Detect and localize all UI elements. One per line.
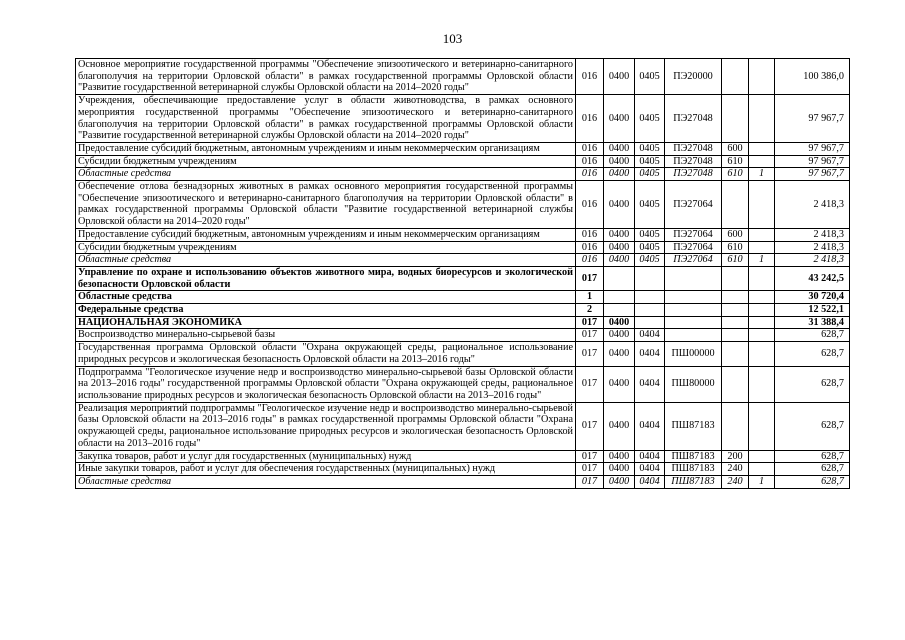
expense-type-code: [722, 95, 749, 143]
section-code: 0400: [604, 366, 635, 402]
ministry-code: 017: [576, 316, 604, 329]
amount: 2 418,3: [775, 228, 850, 241]
target-article-code: ПШ00000: [665, 342, 722, 366]
table-row: [76, 228, 850, 241]
section-code: 0400: [604, 168, 635, 181]
subsection-code: [635, 304, 665, 317]
section-code: 0400: [604, 95, 635, 143]
ministry-code: 016: [576, 181, 604, 229]
expense-type-code: 610: [722, 168, 749, 181]
amount: 43 242,5: [775, 266, 850, 290]
expense-type-code: 600: [722, 142, 749, 155]
ministry-code: 017: [576, 329, 604, 342]
row-description: НАЦИОНАЛЬНАЯ ЭКОНОМИКА: [76, 316, 576, 329]
expense-type-code: 610: [722, 254, 749, 267]
row-description: Закупка товаров, работ и услуг для государственных (муниципальных) нужд: [76, 450, 576, 463]
subsection-code: 0405: [635, 181, 665, 229]
ministry-code: 016: [576, 59, 604, 95]
amount: 12 522,1: [775, 304, 850, 317]
subsection-code: [635, 316, 665, 329]
table-row: [76, 59, 850, 95]
row-description: Основное мероприятие государственной программы "Обеспечение эпизоотического и ветеринарно-санитарного благополучия на территории Орловской области" в рамках государственной программы Орловской области "Развитие государственной ветеринарной службы Орловской области на 2014–2020 годы": [76, 59, 576, 95]
funding-source-code: 1: [749, 254, 775, 267]
expense-type-code: [722, 291, 749, 304]
funding-source-code: [749, 266, 775, 290]
ministry-code: 017: [576, 450, 604, 463]
table-row: [76, 168, 850, 181]
section-code: 0400: [604, 450, 635, 463]
table-row: [76, 402, 850, 450]
amount: 628,7: [775, 475, 850, 488]
target-article-code: ПЭ27048: [665, 142, 722, 155]
subsection-code: 0404: [635, 366, 665, 402]
table-row: [76, 366, 850, 402]
table-row: [76, 475, 850, 488]
table-row: [76, 316, 850, 329]
funding-source-code: [749, 181, 775, 229]
table-body: [76, 59, 850, 489]
table-row: [76, 329, 850, 342]
funding-source-code: [749, 228, 775, 241]
row-description: Предоставление субсидий бюджетным, автономным учреждениям и иным некоммерческим организациям: [76, 228, 576, 241]
expense-type-code: 610: [722, 241, 749, 254]
section-code: 0400: [604, 316, 635, 329]
ministry-code: 017: [576, 266, 604, 290]
amount: 97 967,7: [775, 155, 850, 168]
funding-source-code: [749, 366, 775, 402]
section-code: 0400: [604, 181, 635, 229]
funding-source-code: [749, 95, 775, 143]
expense-type-code: 200: [722, 450, 749, 463]
section-code: 0400: [604, 241, 635, 254]
amount: 628,7: [775, 463, 850, 476]
subsection-code: 0405: [635, 254, 665, 267]
row-description: Областные средства: [76, 475, 576, 488]
amount: 628,7: [775, 329, 850, 342]
section-code: [604, 291, 635, 304]
target-article-code: ПШ87183: [665, 402, 722, 450]
funding-source-code: [749, 316, 775, 329]
subsection-code: 0405: [635, 155, 665, 168]
subsection-code: [635, 266, 665, 290]
ministry-code: 1: [576, 291, 604, 304]
row-description: Предоставление субсидий бюджетным, автономным учреждениям и иным некоммерческим организациям: [76, 142, 576, 155]
expense-type-code: [722, 402, 749, 450]
amount: 628,7: [775, 402, 850, 450]
target-article-code: ПЭ27048: [665, 95, 722, 143]
funding-source-code: [749, 402, 775, 450]
subsection-code: 0404: [635, 329, 665, 342]
section-code: 0400: [604, 463, 635, 476]
target-article-code: [665, 291, 722, 304]
section-code: 0400: [604, 142, 635, 155]
funding-source-code: [749, 155, 775, 168]
target-article-code: ПЭ27048: [665, 168, 722, 181]
subsection-code: 0404: [635, 402, 665, 450]
section-code: 0400: [604, 59, 635, 95]
subsection-code: 0405: [635, 168, 665, 181]
target-article-code: [665, 304, 722, 317]
funding-source-code: [749, 329, 775, 342]
expense-type-code: [722, 366, 749, 402]
subsection-code: 0405: [635, 59, 665, 95]
row-description: Областные средства: [76, 168, 576, 181]
ministry-code: 017: [576, 402, 604, 450]
funding-source-code: [749, 342, 775, 366]
expense-type-code: [722, 304, 749, 317]
ministry-code: 016: [576, 168, 604, 181]
ministry-code: 017: [576, 342, 604, 366]
table-row: [76, 342, 850, 366]
amount: 2 418,3: [775, 181, 850, 229]
funding-source-code: [749, 59, 775, 95]
ministry-code: 016: [576, 155, 604, 168]
table-row: [76, 304, 850, 317]
row-description: Учреждения, обеспечивающие предоставление услуг в области животноводства, в рамках основного мероприятия государственной программы "Обеспечение эпизоотического и ветеринарно-санитарного благополучия на территории Орловской области" в рамках государственной программы Орловской области "Развитие государственной ветеринарной службы Орловской области на 2014–2020 годы": [76, 95, 576, 143]
amount: 30 720,4: [775, 291, 850, 304]
subsection-code: 0405: [635, 95, 665, 143]
section-code: 0400: [604, 402, 635, 450]
target-article-code: ПЭ27064: [665, 181, 722, 229]
amount: 628,7: [775, 366, 850, 402]
subsection-code: 0405: [635, 142, 665, 155]
target-article-code: ПЭ27064: [665, 241, 722, 254]
row-description: Федеральные средства: [76, 304, 576, 317]
expense-type-code: [722, 266, 749, 290]
row-description: Реализация мероприятий подпрограммы "Геологическое изучение недр и воспроизводство минерально-сырьевой базы Орловской области на 2013–2016 годы" в рамках государственной программы Орловской области "Охрана окружающей среды, рациональное использование природных ресурсов и экологическая безопасность Орловской области на 2013–2016 годы": [76, 402, 576, 450]
target-article-code: ПШ80000: [665, 366, 722, 402]
section-code: 0400: [604, 155, 635, 168]
funding-source-code: [749, 142, 775, 155]
row-description: Обеспечение отлова безнадзорных животных в рамках основного мероприятия государственной программы "Обеспечение эпизоотического и ветеринарно-санитарного благополучия на территории Орловской области" в рамках государственной программы Орловской области "Развитие государственной ветеринарной службы Орловской области на 2014–2020 годы": [76, 181, 576, 229]
expense-type-code: [722, 316, 749, 329]
table-row: [76, 155, 850, 168]
ministry-code: 017: [576, 475, 604, 488]
ministry-code: 016: [576, 95, 604, 143]
subsection-code: [635, 291, 665, 304]
expense-type-code: 610: [722, 155, 749, 168]
table-row: [76, 241, 850, 254]
expense-type-code: [722, 59, 749, 95]
expense-type-code: [722, 329, 749, 342]
amount: 628,7: [775, 450, 850, 463]
funding-source-code: [749, 241, 775, 254]
row-description: Управление по охране и использованию объектов животного мира, водных биоресурсов и экологической безопасности Орловской области: [76, 266, 576, 290]
section-code: [604, 266, 635, 290]
target-article-code: [665, 329, 722, 342]
funding-source-code: [749, 304, 775, 317]
amount: 628,7: [775, 342, 850, 366]
expense-type-code: 240: [722, 463, 749, 476]
section-code: 0400: [604, 329, 635, 342]
target-article-code: ПЭ27064: [665, 254, 722, 267]
ministry-code: 016: [576, 254, 604, 267]
ministry-code: 016: [576, 241, 604, 254]
target-article-code: [665, 266, 722, 290]
amount: 2 418,3: [775, 241, 850, 254]
funding-source-code: [749, 463, 775, 476]
expense-type-code: 240: [722, 475, 749, 488]
table-row: [76, 266, 850, 290]
row-description: Подпрограмма "Геологическое изучение недр и воспроизводство минерально-сырьевой базы Орловской области на 2013–2016 годы" государственной программы Орловской области "Охрана окружающей среды, рациональное использование природных ресурсов и экологическая безопасность Орловской области на 2013–2016 годы": [76, 366, 576, 402]
table-row: [76, 181, 850, 229]
ministry-code: 016: [576, 142, 604, 155]
table-row: [76, 463, 850, 476]
section-code: 0400: [604, 228, 635, 241]
table-row: [76, 254, 850, 267]
row-description: Областные средства: [76, 254, 576, 267]
row-description: Иные закупки товаров, работ и услуг для обеспечения государственных (муниципальных) нужд: [76, 463, 576, 476]
table-row: [76, 95, 850, 143]
section-code: 0400: [604, 342, 635, 366]
target-article-code: [665, 316, 722, 329]
row-description: Субсидии бюджетным учреждениям: [76, 241, 576, 254]
section-code: 0400: [604, 475, 635, 488]
target-article-code: ПШ87183: [665, 463, 722, 476]
target-article-code: ПЭ27048: [665, 155, 722, 168]
row-description: Воспроизводство минерально-сырьевой базы: [76, 329, 576, 342]
target-article-code: ПШ87183: [665, 475, 722, 488]
row-description: Государственная программа Орловской области "Охрана окружающей среды, рациональное использование природных ресурсов и экологическая безопасность Орловской области на 2013–2016 годы": [76, 342, 576, 366]
funding-source-code: 1: [749, 475, 775, 488]
funding-source-code: [749, 291, 775, 304]
subsection-code: 0404: [635, 342, 665, 366]
funding-source-code: 1: [749, 168, 775, 181]
amount: 97 967,7: [775, 168, 850, 181]
amount: 2 418,3: [775, 254, 850, 267]
amount: 97 967,7: [775, 95, 850, 143]
target-article-code: ПШ87183: [665, 450, 722, 463]
amount: 100 386,0: [775, 59, 850, 95]
expense-type-code: [722, 342, 749, 366]
table-row: [76, 450, 850, 463]
row-description: Областные средства: [76, 291, 576, 304]
table-row: [76, 291, 850, 304]
subsection-code: 0404: [635, 475, 665, 488]
row-description: Субсидии бюджетным учреждениям: [76, 155, 576, 168]
target-article-code: ПЭ27064: [665, 228, 722, 241]
ministry-code: 016: [576, 228, 604, 241]
funding-source-code: [749, 450, 775, 463]
target-article-code: ПЭ20000: [665, 59, 722, 95]
expense-type-code: 600: [722, 228, 749, 241]
amount: 97 967,7: [775, 142, 850, 155]
budget-table: [75, 58, 850, 489]
ministry-code: 017: [576, 366, 604, 402]
amount: 31 388,4: [775, 316, 850, 329]
subsection-code: 0404: [635, 463, 665, 476]
expense-type-code: [722, 181, 749, 229]
section-code: [604, 304, 635, 317]
table-row: [76, 142, 850, 155]
subsection-code: 0405: [635, 228, 665, 241]
subsection-code: 0404: [635, 450, 665, 463]
page-number: 103: [442, 31, 463, 46]
ministry-code: 017: [576, 463, 604, 476]
ministry-code: 2: [576, 304, 604, 317]
subsection-code: 0405: [635, 241, 665, 254]
section-code: 0400: [604, 254, 635, 267]
